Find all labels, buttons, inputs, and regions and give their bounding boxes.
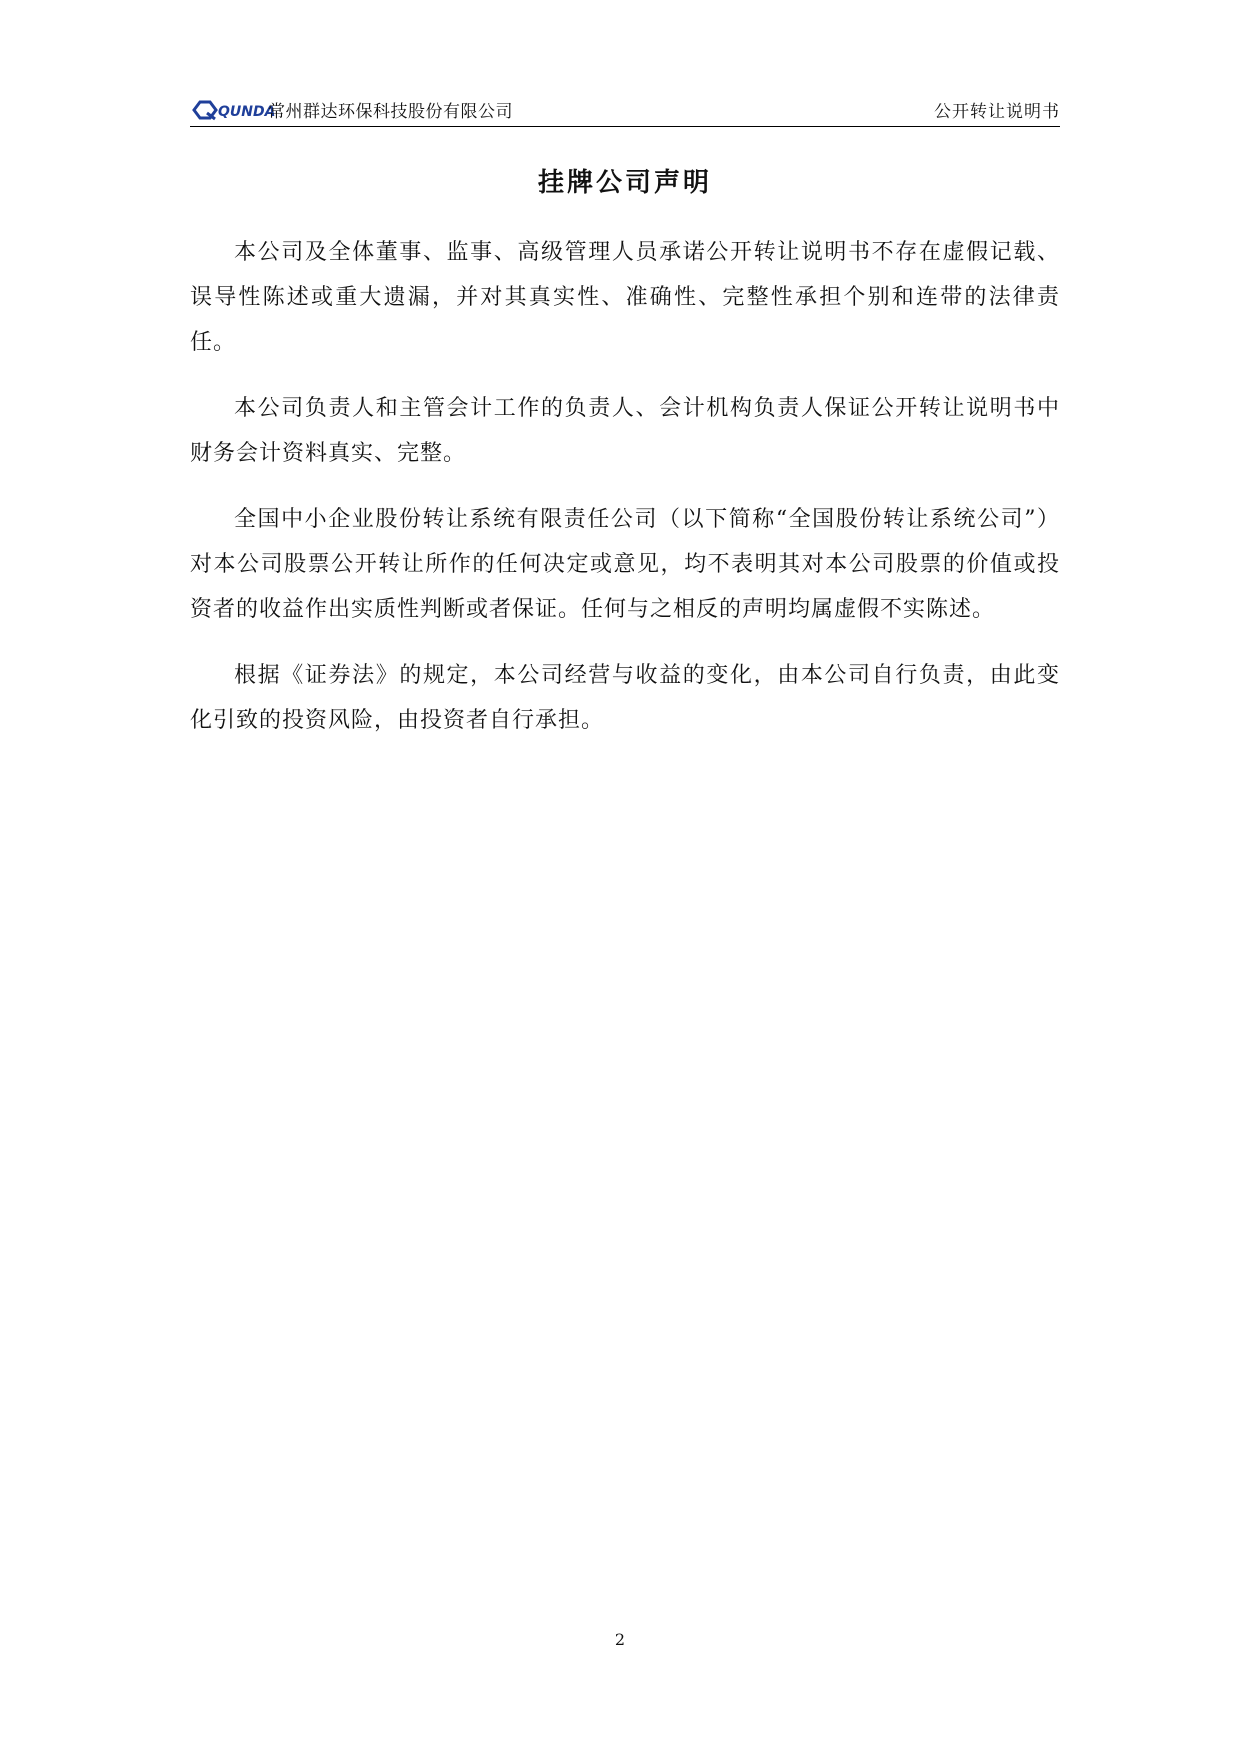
page-title: 挂牌公司声明 (537, 168, 712, 198)
company-logo-icon (190, 99, 276, 121)
company-name: 常州群达环保科技股份有限公司 (268, 102, 513, 122)
page-number: 2 (614, 1630, 626, 1649)
paragraph: 本公司及全体董事、监事、高级管理人员承诺公开转让说明书不存在虚假记载、误导性陈述或重大遗漏，并对其真实性、准确性、完整性承担个别和连带的法律责任。 (190, 240, 1060, 355)
paragraph: 根据《证券法》的规定，本公司经营与收益的变化，由本公司自行负责，由此变化引致的投资风险，由投资者自行承担。 (190, 663, 1060, 733)
header-left (190, 97, 513, 122)
logo-text: QUNDA (218, 103, 276, 120)
page-header (190, 92, 1060, 127)
paragraph: 全国中小企业股份转让系统有限责任公司（以下简称“全国股份转让系统公司”）对本公司股票公开转让所作的任何决定或意见，均不表明其对本公司股票的价值或投资者的收益作出实质性判断或者保证。任何与之相反的声明均属虚假不实陈述。 (190, 507, 1060, 622)
statement-body (190, 230, 1060, 764)
paragraph: 本公司负责人和主管会计工作的负责人、会计机构负责人保证公开转让说明书中财务会计资料真实、完整。 (190, 396, 1060, 466)
document-title: 公开转让说明书 (934, 102, 1060, 122)
